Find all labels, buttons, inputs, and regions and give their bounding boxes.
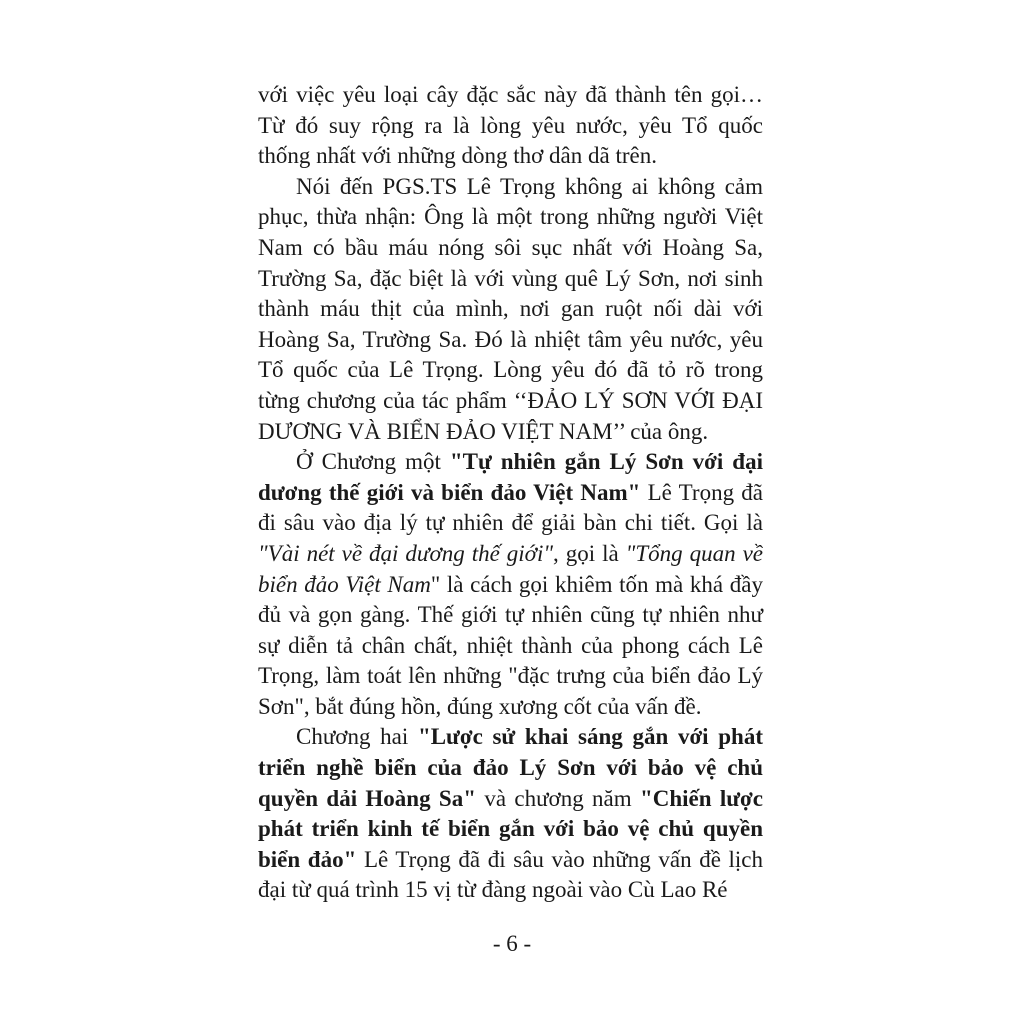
page-number: - 6 - (492, 931, 532, 956)
paragraph-2 (258, 172, 763, 447)
paragraph-3-run-3: Lê Trọng đã đi sâu vào địa lý tự nhiên để giải bàn chi tiết. Gọi là (258, 479, 763, 536)
paragraph-4 (258, 722, 763, 906)
paragraph-1-run-1: với việc yêu loại cây đặc sắc này đã thành tên gọi… Từ đó suy rộng ra là lòng yêu nước, yêu Tổ quốc thống nhất với những dòng thơ dân dã trên. (258, 82, 763, 169)
paragraph-3-italic-1: "Vài nét về đại dương thế giới" (258, 540, 553, 566)
paragraph-4-run-1: Chương hai (296, 724, 418, 750)
paragraph-4-chapter-five-title: "Chiến lược phát triển kinh tế biển gắn với bảo vệ chủ quyền biển đảo" (258, 785, 763, 872)
paragraph-3-run-1: Ở Chương một (296, 449, 450, 475)
paragraph-2-run-1: Nói đến PGS.TS Lê Trọng không ai không cảm phục, thừa nhận: Ông là một trong những người Việt Nam có bầu máu nóng sôi sục nhất với Hoàng Sa, Trường Sa, đặc biệt là với vùng quê Lý Sơn, nơi sinh thành máu thịt của mình, nơi gan ruột nối dài với Hoàng Sa, Trường Sa. Đó là nhiệt tâm yêu nước, yêu Tổ quốc của Lê Trọng. Lòng yêu đó đã tỏ rõ trong từng chương của tác phẩm ‘‘ĐẢO LÝ SƠN VỚI ĐẠI DƯƠNG VÀ BIỂN ĐẢO VIỆT NAM’’ của ông. (258, 173, 763, 444)
paragraph-4-run-5: Lê Trọng đã đi sâu vào những vấn đề lịch đại từ quá trình 15 vị từ đàng ngoài vào Cù Lao Ré (258, 846, 763, 903)
paragraph-4-run-3: và chương năm (476, 785, 640, 811)
paragraph-3-run-5: , gọi là (553, 540, 626, 566)
paragraph-4-chapter-two-title: "Lược sử khai sáng gắn với phát triển nghề biển của đảo Lý Sơn với bảo vệ chủ quyền dải Hoàng Sa" (258, 724, 763, 811)
paragraph-3-run-7: " là cách gọi khiêm tốn mà khá đầy đủ và gọn gàng. Thế giới tự nhiên cũng tự nhiên như sự diễn tả chân chất, nhiệt thành của phong cách Lê Trọng, làm toát lên những "đặc trưng của biển đảo Lý Sơn", bắt đúng hồn, đúng xương cốt của vấn đề. (258, 571, 763, 719)
paragraph-3-chapter-one-title: "Tự nhiên gắn Lý Sơn với đại dương thế giới và biển đảo Việt Nam" (258, 449, 763, 505)
paragraph-1 (258, 80, 763, 172)
body-text (258, 80, 763, 906)
paragraph-3-italic-2: "Tổng quan về biển đảo Việt Nam (258, 540, 763, 597)
paragraph-3 (258, 447, 763, 722)
